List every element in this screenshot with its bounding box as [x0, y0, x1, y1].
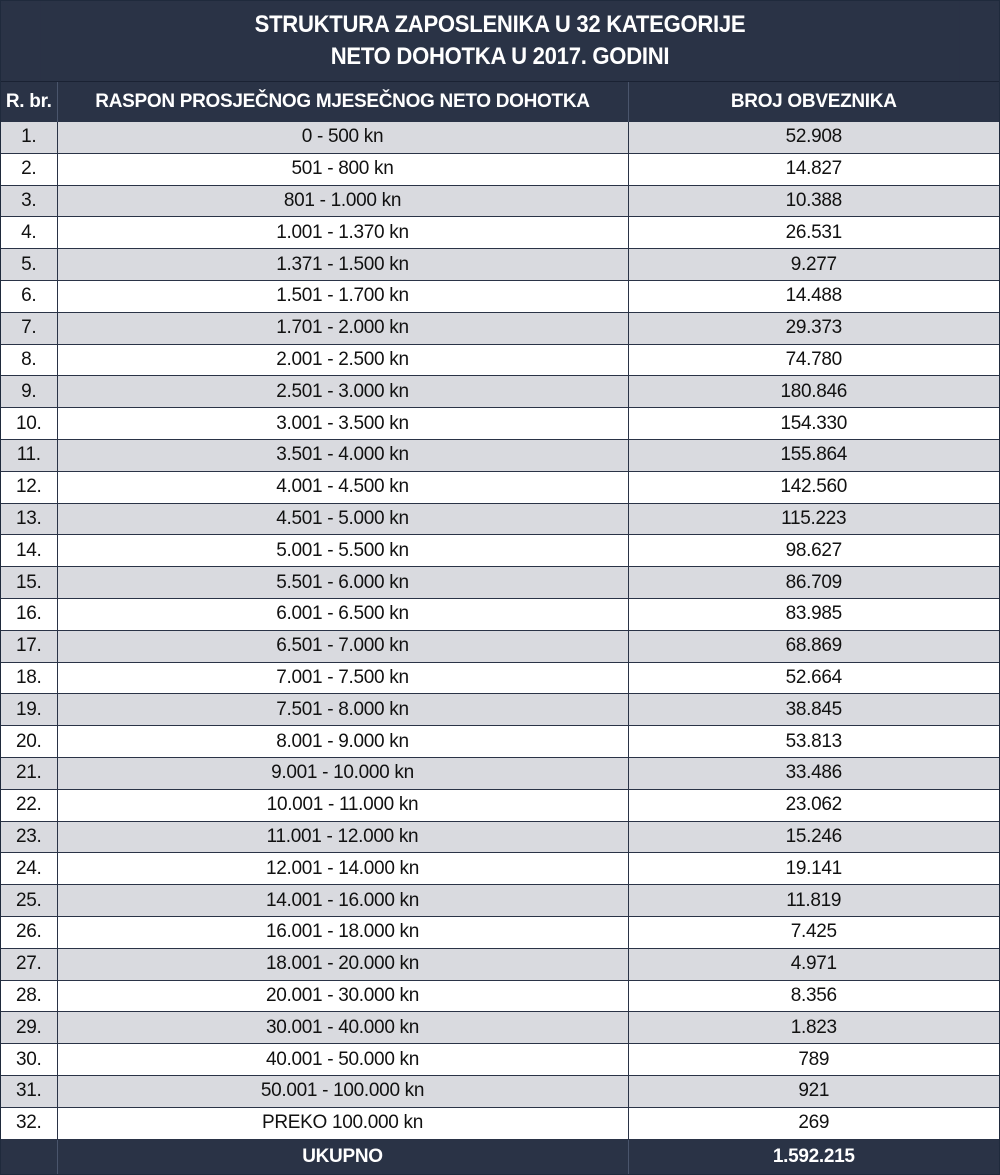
- table-row: [1, 185, 999, 217]
- income-range-cell: 1.701 - 2.000 kn: [57, 312, 628, 344]
- income-range-cell: 4.501 - 5.000 kn: [57, 503, 628, 535]
- table-row: [1, 503, 999, 535]
- taxpayer-count-cell: 74.780: [628, 344, 999, 376]
- taxpayer-count-cell: 38.845: [628, 694, 999, 726]
- income-range-cell: 40.001 - 50.000 kn: [57, 1044, 628, 1076]
- row-number-cell: 27.: [1, 948, 57, 980]
- income-range-cell: 16.001 - 18.000 kn: [57, 916, 628, 948]
- taxpayer-count-cell: 83.985: [628, 598, 999, 630]
- taxpayer-count-cell: 26.531: [628, 217, 999, 249]
- total-label: UKUPNO: [57, 1139, 628, 1174]
- row-number-cell: 32.: [1, 1107, 57, 1139]
- taxpayer-count-cell: 921: [628, 1075, 999, 1107]
- income-range-cell: 11.001 - 12.000 kn: [57, 821, 628, 853]
- taxpayer-count-cell: 19.141: [628, 853, 999, 885]
- taxpayer-count-cell: 789: [628, 1044, 999, 1076]
- taxpayer-count-cell: 180.846: [628, 376, 999, 408]
- table-row: [1, 598, 999, 630]
- table-row: [1, 217, 999, 249]
- income-range-cell: 7.501 - 8.000 kn: [57, 694, 628, 726]
- row-number-cell: 8.: [1, 344, 57, 376]
- header-range: RASPON PROSJEČNOG MJESEČNOG NETO DOHOTKA: [57, 82, 628, 122]
- taxpayer-count-cell: 4.971: [628, 948, 999, 980]
- table-row: [1, 853, 999, 885]
- row-number-cell: 16.: [1, 598, 57, 630]
- taxpayer-count-cell: 8.356: [628, 980, 999, 1012]
- row-number-cell: 12.: [1, 471, 57, 503]
- taxpayer-count-cell: 98.627: [628, 535, 999, 567]
- income-range-cell: 10.001 - 11.000 kn: [57, 789, 628, 821]
- row-number-cell: 25.: [1, 885, 57, 917]
- table-row: [1, 376, 999, 408]
- row-number-cell: 6.: [1, 280, 57, 312]
- table-row: [1, 821, 999, 853]
- table-row: [1, 726, 999, 758]
- taxpayer-count-cell: 1.823: [628, 1012, 999, 1044]
- income-range-cell: 0 - 500 kn: [57, 122, 628, 153]
- row-number-cell: 26.: [1, 916, 57, 948]
- title-block: [41, 1, 959, 81]
- taxpayer-count-cell: 9.277: [628, 249, 999, 281]
- row-number-cell: 31.: [1, 1075, 57, 1107]
- total-spacer: [1, 1139, 57, 1174]
- row-number-cell: 30.: [1, 1044, 57, 1076]
- title-bar: [1, 1, 999, 82]
- taxpayer-count-cell: 33.486: [628, 757, 999, 789]
- income-range-cell: 8.001 - 9.000 kn: [57, 726, 628, 758]
- table-row: [1, 885, 999, 917]
- income-range-cell: 30.001 - 40.000 kn: [57, 1012, 628, 1044]
- table-row: [1, 471, 999, 503]
- header-rbr: R. br.: [1, 82, 57, 122]
- taxpayer-count-cell: 269: [628, 1107, 999, 1139]
- table-row: [1, 789, 999, 821]
- taxpayer-count-cell: 86.709: [628, 567, 999, 599]
- row-number-cell: 3.: [1, 185, 57, 217]
- income-range-cell: 6.501 - 7.000 kn: [57, 630, 628, 662]
- row-number-cell: 9.: [1, 376, 57, 408]
- table-row: [1, 280, 999, 312]
- income-range-cell: 20.001 - 30.000 kn: [57, 980, 628, 1012]
- row-number-cell: 17.: [1, 630, 57, 662]
- income-range-cell: 3.001 - 3.500 kn: [57, 408, 628, 440]
- table-row: [1, 1075, 999, 1107]
- table-row: [1, 630, 999, 662]
- taxpayer-count-cell: 14.827: [628, 153, 999, 185]
- income-range-cell: 6.001 - 6.500 kn: [57, 598, 628, 630]
- taxpayer-count-cell: 10.388: [628, 185, 999, 217]
- title-line-2: NETO DOHOTKA U 2017. GODINI: [330, 43, 670, 70]
- income-range-cell: PREKO 100.000 kn: [57, 1107, 628, 1139]
- row-number-cell: 23.: [1, 821, 57, 853]
- table-row: [1, 153, 999, 185]
- taxpayer-count-cell: 14.488: [628, 280, 999, 312]
- income-range-cell: 1.371 - 1.500 kn: [57, 249, 628, 281]
- taxpayer-count-cell: 52.908: [628, 122, 999, 153]
- row-number-cell: 20.: [1, 726, 57, 758]
- income-table: [1, 82, 999, 1174]
- table-row: [1, 662, 999, 694]
- header-row: [1, 82, 999, 122]
- row-number-cell: 14.: [1, 535, 57, 567]
- row-number-cell: 13.: [1, 503, 57, 535]
- row-number-cell: 24.: [1, 853, 57, 885]
- table-row: [1, 408, 999, 440]
- taxpayer-count-cell: 53.813: [628, 726, 999, 758]
- income-range-cell: 7.001 - 7.500 kn: [57, 662, 628, 694]
- income-range-cell: 12.001 - 14.000 kn: [57, 853, 628, 885]
- income-range-cell: 1.001 - 1.370 kn: [57, 217, 628, 249]
- row-number-cell: 28.: [1, 980, 57, 1012]
- taxpayer-count-cell: 7.425: [628, 916, 999, 948]
- table-row: [1, 1044, 999, 1076]
- title-line-1: STRUKTURA ZAPOSLENIKA U 32 KATEGORIJE: [254, 11, 746, 38]
- income-range-cell: 14.001 - 16.000 kn: [57, 885, 628, 917]
- table-row: [1, 567, 999, 599]
- row-number-cell: 22.: [1, 789, 57, 821]
- income-range-cell: 1.501 - 1.700 kn: [57, 280, 628, 312]
- taxpayer-count-cell: 154.330: [628, 408, 999, 440]
- total-row: [1, 1139, 999, 1174]
- table-row: [1, 249, 999, 281]
- total-value: 1.592.215: [628, 1139, 999, 1174]
- row-number-cell: 29.: [1, 1012, 57, 1044]
- table-row: [1, 1012, 999, 1044]
- row-number-cell: 11.: [1, 439, 57, 471]
- table-row: [1, 757, 999, 789]
- taxpayer-count-cell: 23.062: [628, 789, 999, 821]
- table-row: [1, 344, 999, 376]
- row-number-cell: 5.: [1, 249, 57, 281]
- income-range-cell: 3.501 - 4.000 kn: [57, 439, 628, 471]
- income-range-cell: 2.501 - 3.000 kn: [57, 376, 628, 408]
- row-number-cell: 4.: [1, 217, 57, 249]
- income-range-cell: 9.001 - 10.000 kn: [57, 757, 628, 789]
- row-number-cell: 1.: [1, 122, 57, 153]
- taxpayer-count-cell: 68.869: [628, 630, 999, 662]
- income-range-cell: 5.501 - 6.000 kn: [57, 567, 628, 599]
- row-number-cell: 19.: [1, 694, 57, 726]
- taxpayer-count-cell: 29.373: [628, 312, 999, 344]
- row-number-cell: 10.: [1, 408, 57, 440]
- row-number-cell: 2.: [1, 153, 57, 185]
- income-range-cell: 2.001 - 2.500 kn: [57, 344, 628, 376]
- income-range-cell: 5.001 - 5.500 kn: [57, 535, 628, 567]
- income-range-cell: 801 - 1.000 kn: [57, 185, 628, 217]
- taxpayer-count-cell: 155.864: [628, 439, 999, 471]
- table-row: [1, 980, 999, 1012]
- row-number-cell: 7.: [1, 312, 57, 344]
- taxpayer-count-cell: 115.223: [628, 503, 999, 535]
- row-number-cell: 21.: [1, 757, 57, 789]
- header-count: BROJ OBVEZNIKA: [628, 82, 999, 122]
- table-body: [1, 122, 999, 1139]
- table-row: [1, 948, 999, 980]
- taxpayer-count-cell: 11.819: [628, 885, 999, 917]
- taxpayer-count-cell: 52.664: [628, 662, 999, 694]
- taxpayer-count-cell: 15.246: [628, 821, 999, 853]
- income-range-cell: 4.001 - 4.500 kn: [57, 471, 628, 503]
- income-range-cell: 50.001 - 100.000 kn: [57, 1075, 628, 1107]
- table-row: [1, 916, 999, 948]
- row-number-cell: 15.: [1, 567, 57, 599]
- table-row: [1, 535, 999, 567]
- income-range-cell: 18.001 - 20.000 kn: [57, 948, 628, 980]
- table-row: [1, 1107, 999, 1139]
- table-row: [1, 439, 999, 471]
- income-range-cell: 501 - 800 kn: [57, 153, 628, 185]
- taxpayer-count-cell: 142.560: [628, 471, 999, 503]
- table-row: [1, 312, 999, 344]
- table-row: [1, 694, 999, 726]
- row-number-cell: 18.: [1, 662, 57, 694]
- table-row: [1, 122, 999, 153]
